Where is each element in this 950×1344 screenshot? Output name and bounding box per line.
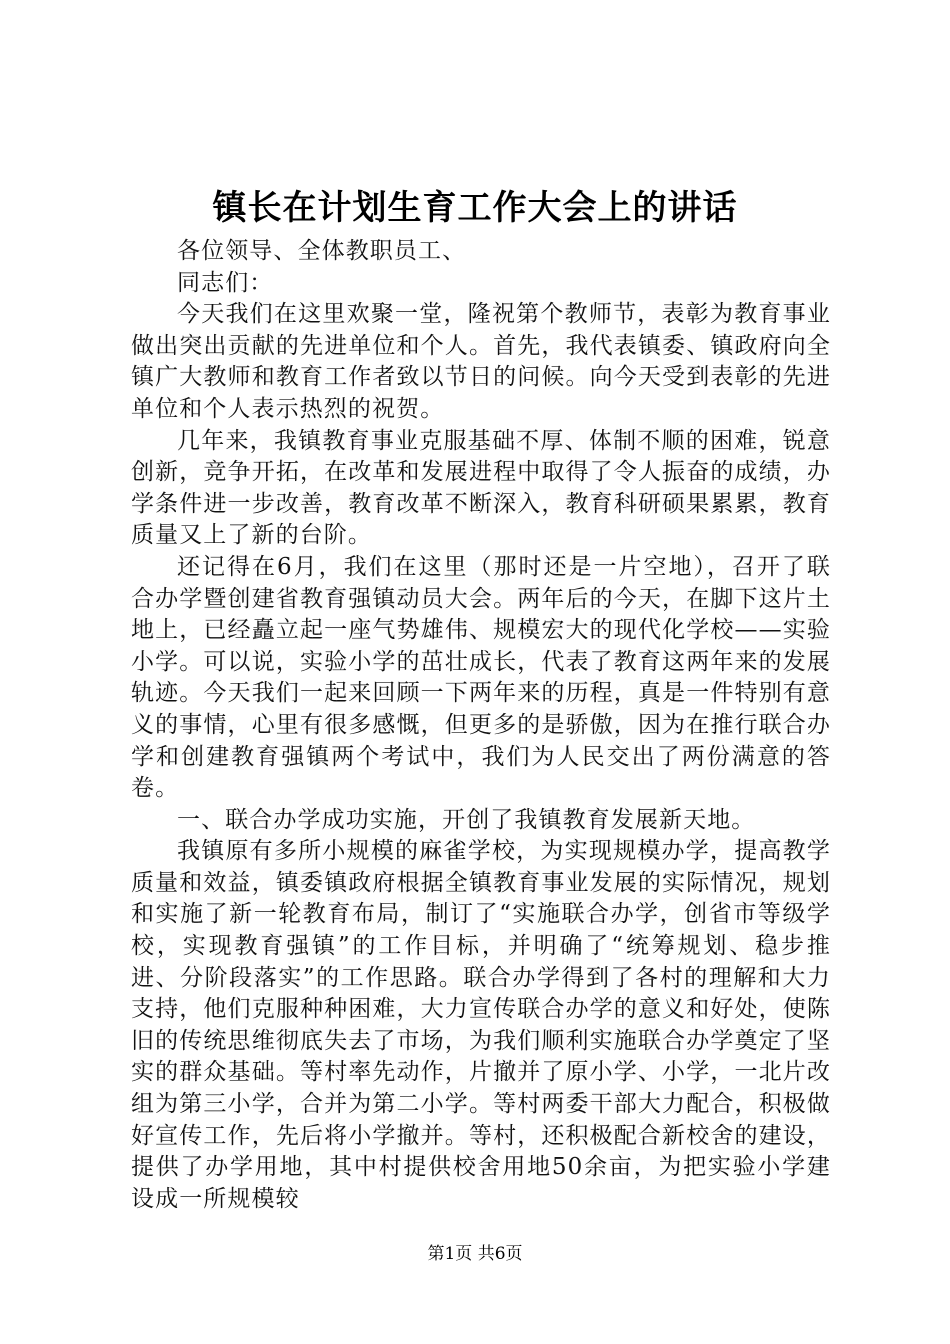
paragraph-history: 还记得在6月，我们在这里（那时还是一片空地），召开了联合办学暨创建省教育强镇动员大会。两年后的今天，在脚下这片土地上，已经矗立起一座气势雄伟、规模宏大的现代化学校——实验小学。可以说，实验小学的茁壮成长，代表了教育这两年来的发展轨迹。今天我们一起来回顾一下两年来的历程，真是一件特别有意义的事情，心里有很多感慨，但更多的是骄傲，因为在推行联合办学和创建教育强镇两个考试中，我们为人民交出了两份满意的答卷。 [131, 553, 831, 802]
salutation-line-1: 各位领导、全体教职员工、 [177, 238, 467, 264]
document-title: 镇长在计划生育工作大会上的讲话 [212, 188, 738, 228]
document-body [131, 236, 831, 1215]
paragraph-achievements: 几年来，我镇教育事业克服基础不厚、体制不顺的困难，锐意创新，竞争开拓，在改革和发展进程中取得了令人振奋的成绩，办学条件进一步改善，教育改革不断深入，教育科研硕果累累，教育质量又上了新的台阶。 [131, 427, 831, 549]
paragraph-greeting: 今天我们在这里欢聚一堂，隆祝第个教师节，表彰为教育事业做出突出贡献的先进单位和个人。首先，我代表镇委、镇政府向全镇广大教师和教育工作者致以节日的问候。向今天受到表彰的先进单位和个人表示热烈的祝贺。 [131, 301, 831, 422]
page-number-footer: 第1页 共6页 [427, 1244, 523, 1264]
section-heading-1: 一、联合办学成功实施，开创了我镇教育发展新天地。 [177, 806, 756, 833]
salutation-line-2: 同志们： [177, 269, 274, 296]
paragraph-joint-schooling: 我镇原有多所小规模的麻雀学校，为实现规模办学，提高教学质量和效益，镇委镇政府根据全镇教育事业发展的实际情况，规划和实施了新一轮教育布局，制订了“实施联合办学，创省市等级学校，实现教育强镇”的工作目标，并明确了“统筹规划、稳步推进、分阶段落实”的工作思路。联合办学得到了各村的理解和大力支持，他们克服种种困难，大力宣传联合办学的意义和好处，使陈旧的传统思维彻底失去了市场，为我们顺利实施联合办学奠定了坚实的群众基础。等村率先动作，片撤并了原小学、小学，一北片改组为第三小学，合并为第二小学。等村两委干部大力配合，积极做好宣传工作，先后将小学撤并。等村，还积极配合新校舍的建设，提供了办学用地，其中村提供校舍用地50余亩，为把实验小学建设成一所规模较 [131, 838, 831, 1212]
